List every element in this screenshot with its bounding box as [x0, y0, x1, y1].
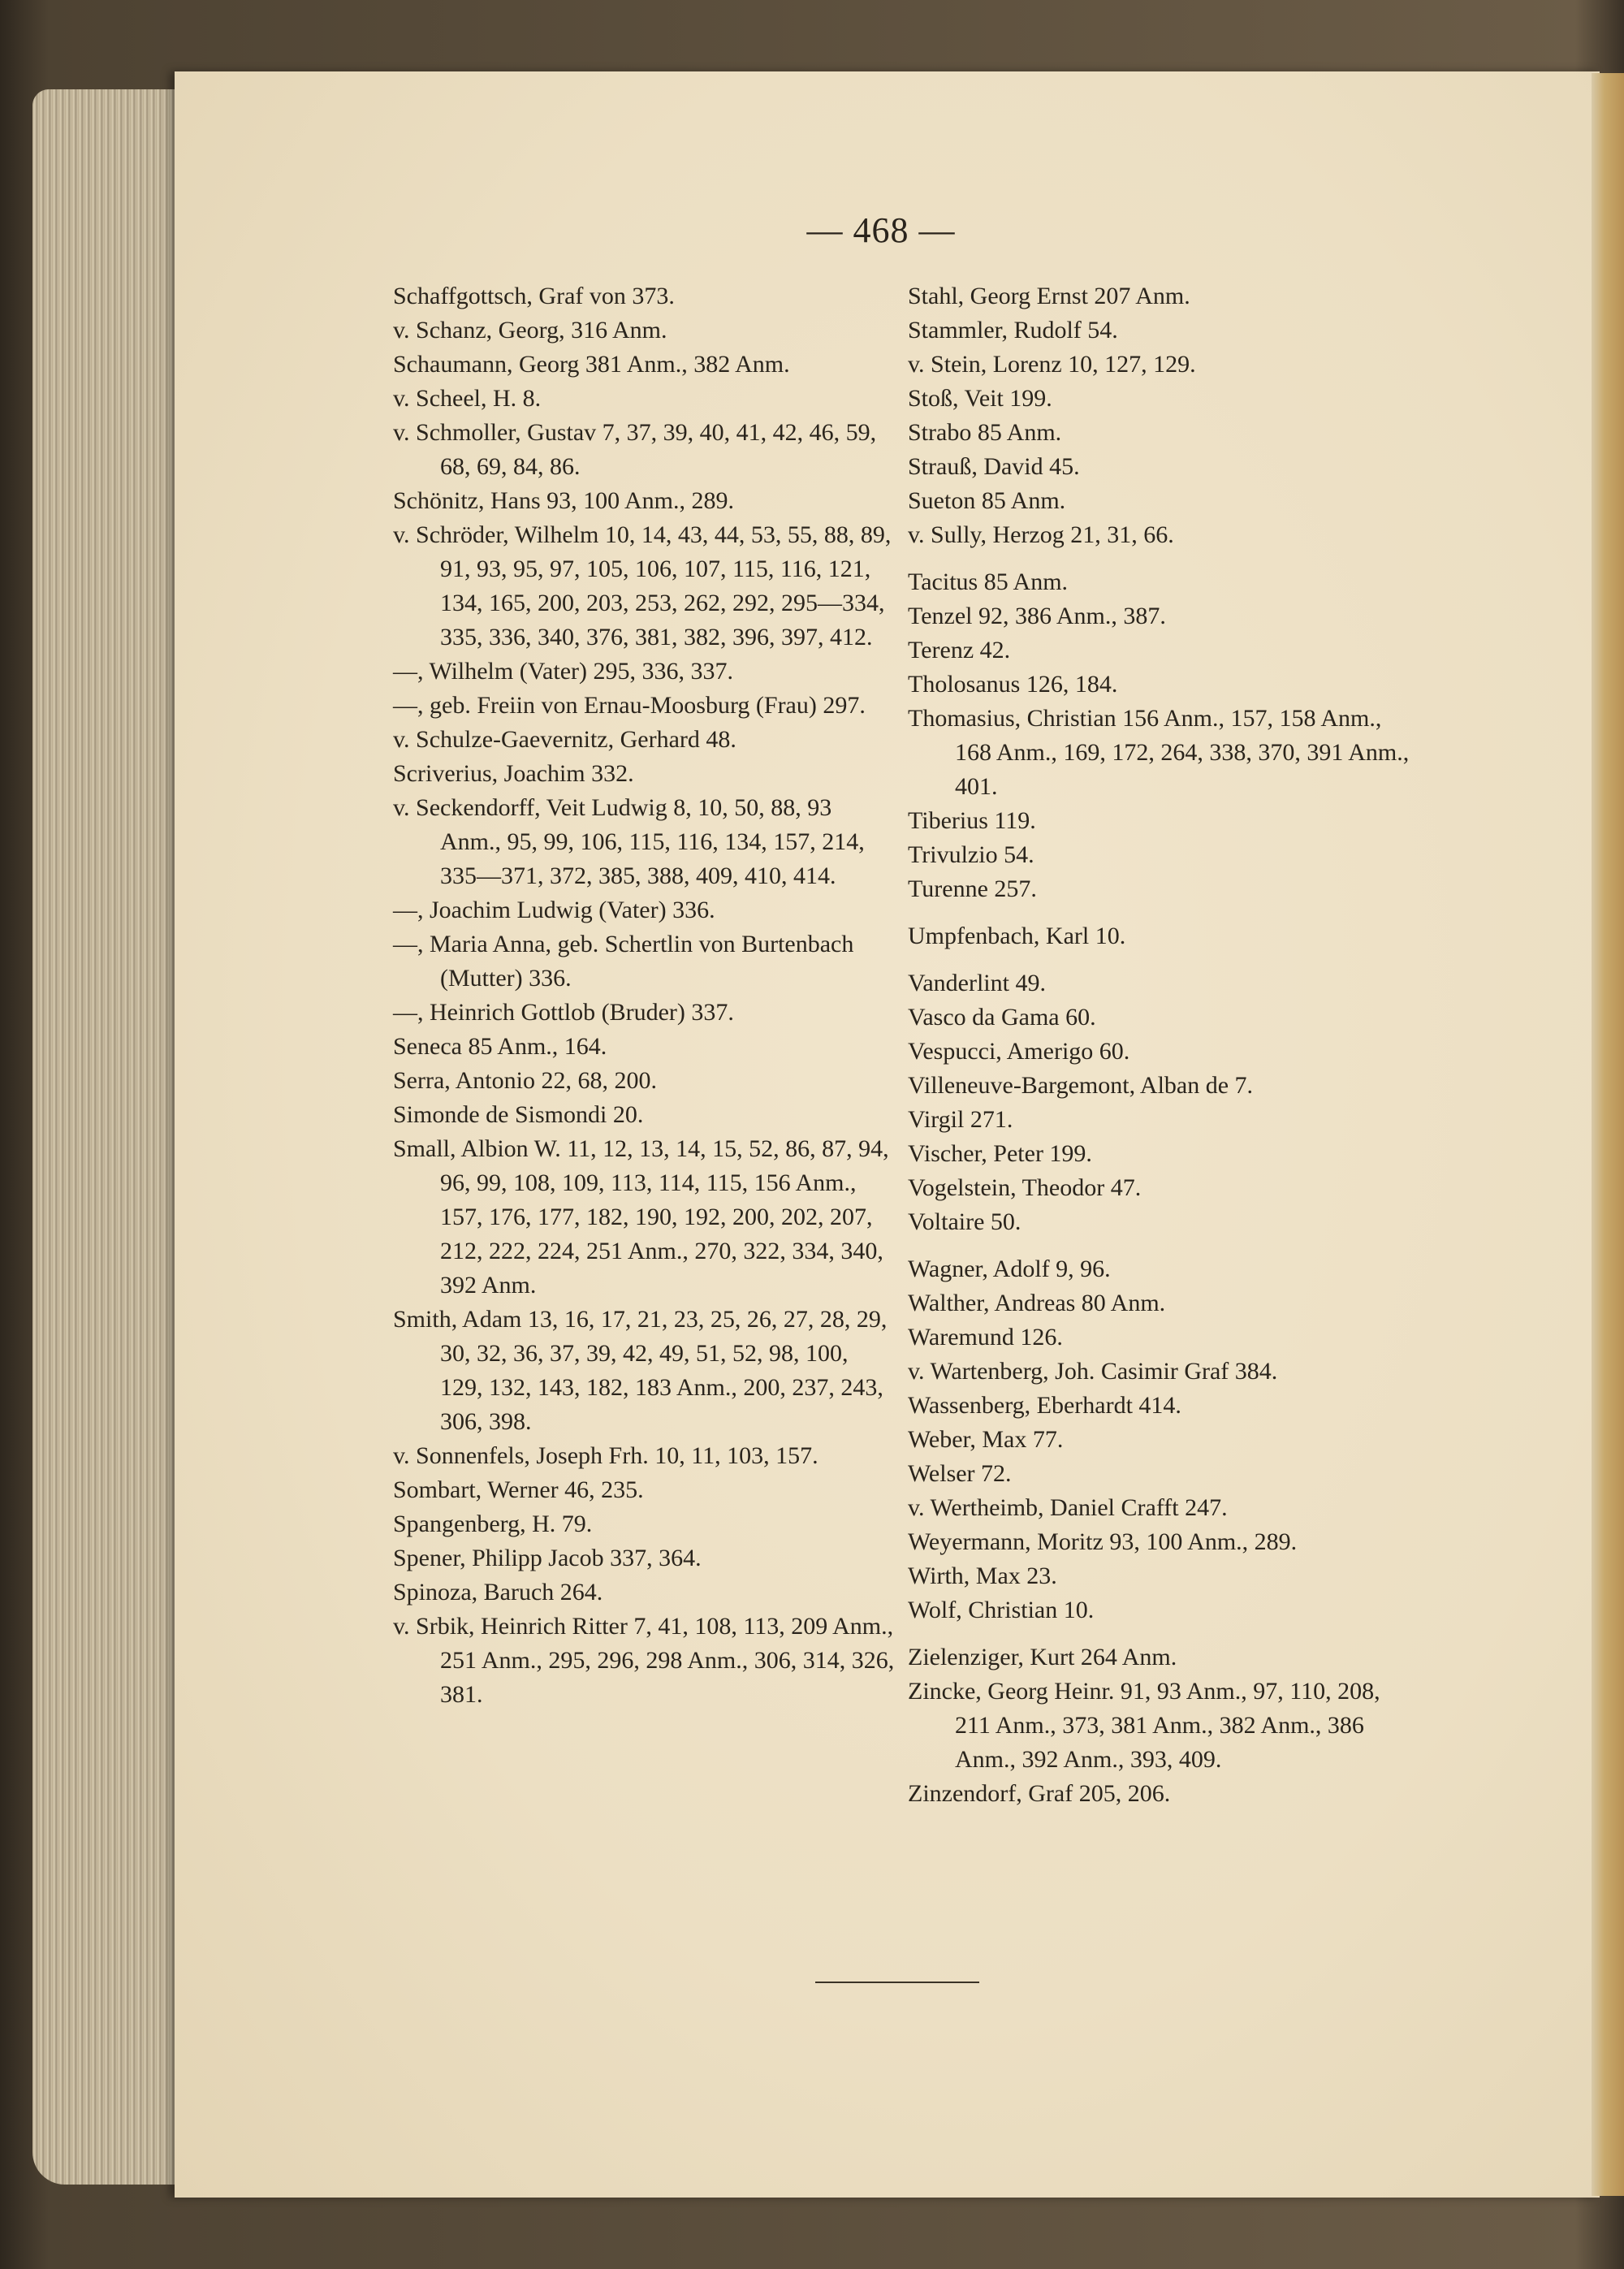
- index-entry: Thomasius, Christian 156 Anm., 157, 158 Anm., 168 Anm., 169, 172, 264, 338, 370, 391 Anm., 401.: [908, 705, 1410, 800]
- index-entry: Villeneuve-Bargemont, Alban de 7.: [908, 1072, 1254, 1099]
- index-entry: Tacitus 85 Anm.: [908, 568, 1069, 595]
- index-entry: v. Sully, Herzog 21, 31, 66.: [908, 521, 1174, 548]
- index-entry: v. Schanz, Georg, 316 Anm.: [393, 317, 667, 344]
- index-entry: Zincke, Georg Heinr. 91, 93 Anm., 97, 110, 208, 211 Anm., 373, 381 Anm., 382 Anm., 386 Anm., 392 Anm., 393, 409.: [908, 1678, 1380, 1773]
- index-entry: Spener, Philipp Jacob 337, 364.: [393, 1545, 702, 1571]
- index-entry: Strauß, David 45.: [908, 453, 1080, 480]
- facing-page-edge: [1592, 73, 1624, 2196]
- index-entry: Wolf, Christian 10.: [908, 1597, 1095, 1623]
- index-entry: v. Scheel, H. 8.: [393, 385, 542, 412]
- index-entry: Vasco da Gama 60.: [908, 1004, 1096, 1031]
- index-entry: —, Wilhelm (Vater) 295, 336, 337.: [393, 658, 734, 685]
- index-column-right: [908, 279, 1411, 1811]
- page-number: — 468 —: [806, 210, 956, 250]
- index-entry: Tholosanus 126, 184.: [908, 671, 1118, 698]
- index-entry: Sueton 85 Anm.: [908, 487, 1066, 514]
- book-page-edges: [32, 89, 179, 2185]
- index-entry: Simonde de Sismondi 20.: [393, 1101, 644, 1128]
- index-entry: v. Wertheimb, Daniel Crafft 247.: [908, 1494, 1228, 1521]
- index-entry: —, geb. Freiin von Ernau-Moosburg (Frau) 297.: [393, 692, 866, 719]
- index-entry: Wagner, Adolf 9, 96.: [908, 1256, 1111, 1282]
- index-entry: Weber, Max 77.: [908, 1426, 1064, 1453]
- index-entry: Vogelstein, Theodor 47.: [908, 1174, 1142, 1201]
- index-entry: v. Schmoller, Gustav 7, 37, 39, 40, 41, 42, 46, 59, 68, 69, 84, 86.: [393, 419, 877, 480]
- index-entry: Stahl, Georg Ernst 207 Anm.: [908, 283, 1190, 309]
- index-entry: Terenz 42.: [908, 637, 1011, 663]
- index-entry: Sombart, Werner 46, 235.: [393, 1476, 644, 1503]
- index-entry: v. Schröder, Wilhelm 10, 14, 43, 44, 53, 55, 88, 89, 91, 93, 95, 97, 105, 106, 107, 115, 116, 121, 134, 165, 200, 203, 253, 262, 292, 295—334, 335, 336, 340, 376, 381, 382, 396, 397, 412.: [393, 521, 892, 650]
- index-entry: Tenzel 92, 386 Anm., 387.: [908, 603, 1166, 629]
- index-entry: v. Sonnenfels, Joseph Frh. 10, 11, 103, 157.: [393, 1442, 818, 1469]
- index-entry: —, Joachim Ludwig (Vater) 336.: [393, 897, 715, 923]
- index-entry: Scriverius, Joachim 332.: [393, 760, 634, 787]
- index-entry: Weyermann, Moritz 93, 100 Anm., 289.: [908, 1528, 1298, 1555]
- index-entry: Schaumann, Georg 381 Anm., 382 Anm.: [393, 351, 790, 378]
- index-entry: Spinoza, Baruch 264.: [393, 1579, 603, 1606]
- index-entry: Stoß, Veit 199.: [908, 385, 1052, 412]
- index-entry: Turenne 257.: [908, 875, 1037, 902]
- index-entry: Strabo 85 Anm.: [908, 419, 1062, 446]
- index-entry: Tiberius 119.: [908, 807, 1036, 834]
- index-entry: Seneca 85 Anm., 164.: [393, 1033, 607, 1060]
- index-entry: Serra, Antonio 22, 68, 200.: [393, 1067, 657, 1094]
- end-rule: [815, 1982, 979, 1983]
- index-entry: Wirth, Max 23.: [908, 1562, 1057, 1589]
- index-entry: Vischer, Peter 199.: [908, 1140, 1092, 1167]
- index-entry: Spangenberg, H. 79.: [393, 1511, 593, 1537]
- index-entry: Vanderlint 49.: [908, 970, 1046, 996]
- index-entry: —, Maria Anna, geb. Schertlin von Burtenbach (Mutter) 336.: [393, 931, 854, 992]
- index-entry: Schaffgottsch, Graf von 373.: [393, 283, 675, 309]
- index-entry: v. Seckendorff, Veit Ludwig 8, 10, 50, 88, 93 Anm., 95, 99, 106, 115, 116, 134, 157, 214, 335—371, 372, 385, 388, 409, 410, 414.: [393, 794, 865, 889]
- index-entry: Voltaire 50.: [908, 1208, 1021, 1235]
- index-entry: Waremund 126.: [908, 1324, 1063, 1351]
- index-entry: Smith, Adam 13, 16, 17, 21, 23, 25, 26, 27, 28, 29, 30, 32, 36, 37, 39, 42, 49, 51, 52, 98, 100, 129, 132, 143, 182, 183 Anm., 200, 237, 243, 306, 398.: [393, 1306, 888, 1435]
- index-entry: Welser 72.: [908, 1460, 1012, 1487]
- index-entry: Vespucci, Amerigo 60.: [908, 1038, 1130, 1065]
- index-entry: v. Wartenberg, Joh. Casimir Graf 384.: [908, 1358, 1278, 1385]
- index-entry: Schönitz, Hans 93, 100 Anm., 289.: [393, 487, 734, 514]
- index-entry: v. Stein, Lorenz 10, 127, 129.: [908, 351, 1196, 378]
- index-entry: v. Schulze-Gaevernitz, Gerhard 48.: [393, 726, 736, 753]
- index-entry: Zielenziger, Kurt 264 Anm.: [908, 1644, 1177, 1670]
- index-entry: Umpfenbach, Karl 10.: [908, 923, 1126, 949]
- index-entry: Trivulzio 54.: [908, 841, 1034, 868]
- index-column-left: [393, 279, 896, 1712]
- index-entry: Wassenberg, Eberhardt 414.: [908, 1392, 1181, 1419]
- index-entry: Small, Albion W. 11, 12, 13, 14, 15, 52, 86, 87, 94, 96, 99, 108, 109, 113, 114, 115, 156 Anm., 157, 176, 177, 182, 190, 192, 200, 202, 207, 212, 222, 224, 251 Anm., 270, 322, 334, 340, 392 Anm.: [393, 1135, 889, 1299]
- index-entry: Walther, Andreas 80 Anm.: [908, 1290, 1166, 1316]
- index-entry: Stammler, Rudolf 54.: [908, 317, 1118, 344]
- index-entry: —, Heinrich Gottlob (Bruder) 337.: [393, 999, 734, 1026]
- index-entry: Zinzendorf, Graf 205, 206.: [908, 1780, 1171, 1807]
- index-entry: Virgil 271.: [908, 1106, 1013, 1133]
- index-entry: v. Srbik, Heinrich Ritter 7, 41, 108, 113, 209 Anm., 251 Anm., 295, 296, 298 Anm., 306, 314, 326, 381.: [393, 1613, 895, 1708]
